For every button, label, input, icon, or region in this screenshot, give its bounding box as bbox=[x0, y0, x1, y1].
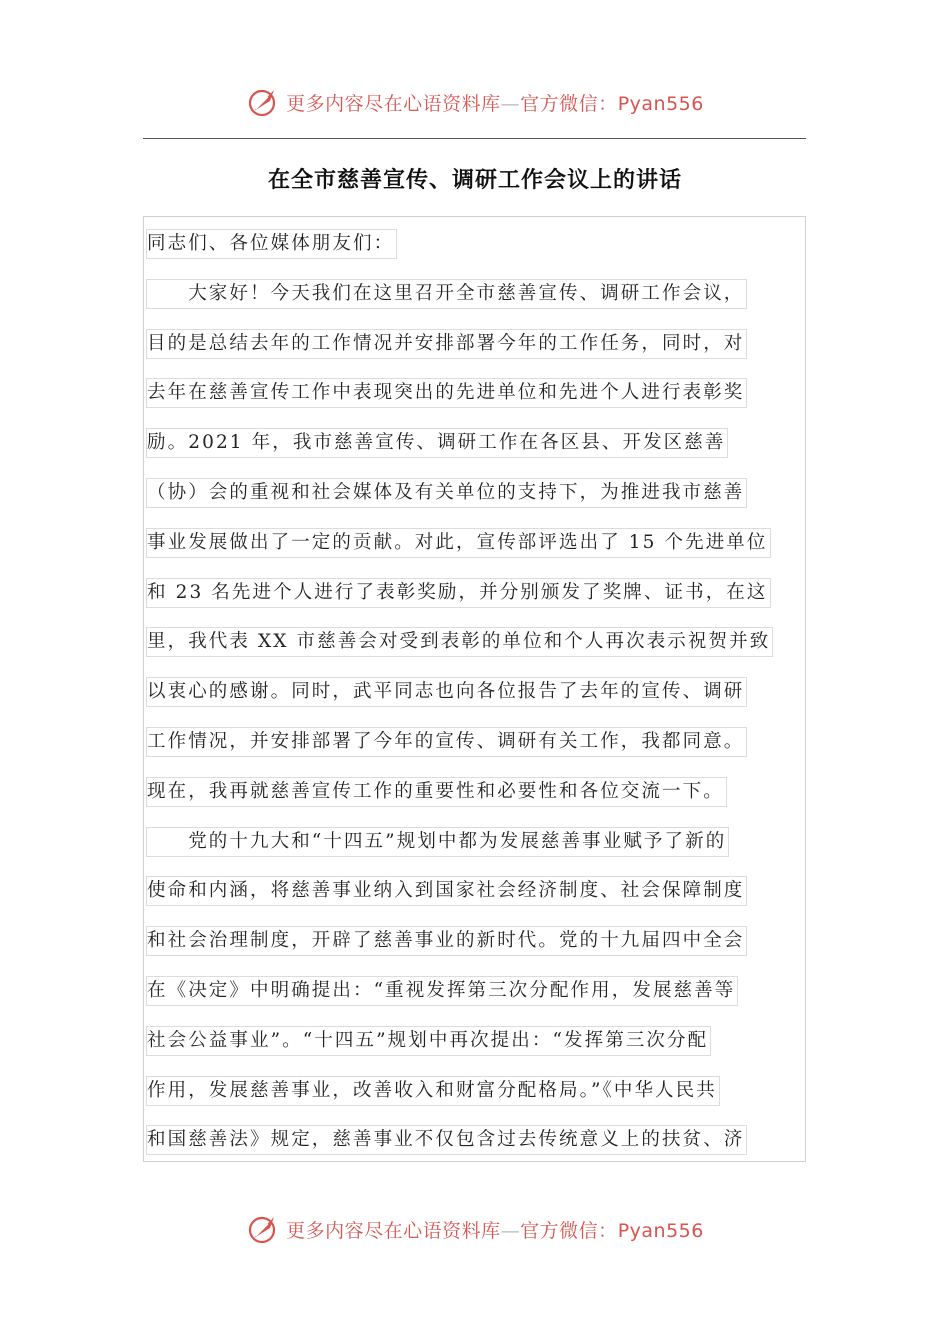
text-line bbox=[147, 326, 807, 376]
banner-text bbox=[286, 1216, 704, 1243]
banner-separator: — bbox=[500, 92, 521, 115]
text-line bbox=[147, 375, 807, 425]
text-line bbox=[147, 674, 807, 724]
header-banner bbox=[0, 82, 950, 122]
text-line bbox=[147, 1122, 807, 1172]
text-line bbox=[147, 475, 807, 525]
text-line-content: 励。2021 年，我市慈善宣传、调研工作在各区县、开发区慈善 bbox=[147, 429, 727, 457]
banner-text bbox=[286, 89, 704, 116]
quill-logo-icon bbox=[246, 1212, 280, 1246]
text-line-content: 和国慈善法》规定，慈善事业不仅包含过去传统意义上的扶贫、济 bbox=[147, 1126, 746, 1154]
text-line bbox=[147, 425, 807, 475]
text-line bbox=[147, 774, 807, 824]
text-line bbox=[147, 724, 807, 774]
banner-wechat-id: Pyan556 bbox=[617, 92, 704, 115]
header-divider bbox=[143, 138, 806, 139]
text-line bbox=[147, 824, 807, 874]
quill-logo-icon bbox=[246, 85, 280, 119]
text-line-content: 在《决定》中明确提出：“重视发挥第三次分配作用，发展慈善等 bbox=[147, 977, 737, 1005]
text-line-content: 和 23 名先进个人进行了表彰奖励，并分别颁发了奖牌、证书，在这 bbox=[147, 579, 770, 607]
text-line bbox=[147, 525, 807, 575]
text-line-content: 同志们、各位媒体朋友们： bbox=[147, 230, 396, 258]
text-line-content: 目的是总结去年的工作情况并安排部署今年的工作任务，同时，对 bbox=[147, 330, 746, 358]
text-line-content: 现在，我再就慈善宣传工作的重要性和必要性和各位交流一下。 bbox=[147, 778, 726, 806]
text-line bbox=[147, 973, 807, 1023]
banner-slogan: 更多内容尽在心语资料库 bbox=[286, 92, 501, 115]
text-line bbox=[147, 575, 807, 625]
text-line bbox=[147, 276, 807, 326]
text-line bbox=[147, 1073, 807, 1123]
document-title: 在全市慈善宣传、调研工作会议上的讲话 bbox=[267, 168, 682, 193]
text-line-content: 党的十九大和“十四五”规划中都为发展慈善事业赋予了新的 bbox=[147, 828, 728, 856]
text-line-content: 社会公益事业”。“十四五”规划中再次提出：“发挥第三次分配 bbox=[147, 1027, 710, 1055]
text-line-content: 去年在慈善宣传工作中表现突出的先进单位和先进个人进行表彰奖 bbox=[147, 379, 746, 407]
text-line bbox=[147, 1023, 807, 1073]
document-body bbox=[147, 226, 807, 1172]
text-line-content: 使命和内涵，将慈善事业纳入到国家社会经济制度、社会保障制度 bbox=[147, 877, 746, 905]
text-line-content: （协）会的重视和社会媒体及有关单位的支持下，为推进我市慈善 bbox=[147, 479, 746, 507]
banner-separator: — bbox=[500, 1219, 521, 1242]
text-line bbox=[147, 923, 807, 973]
banner-slogan: 更多内容尽在心语资料库 bbox=[286, 1219, 501, 1242]
text-line bbox=[147, 226, 807, 276]
text-line bbox=[147, 873, 807, 923]
banner-wechat-id: Pyan556 bbox=[617, 1219, 704, 1242]
text-line-content: 工作情况，并安排部署了今年的宣传、调研有关工作，我都同意。 bbox=[147, 728, 746, 756]
text-line-content: 以衷心的感谢。同时，武平同志也向各位报告了去年的宣传、调研 bbox=[147, 678, 746, 706]
text-line-content: 作用，发展慈善事业，改善收入和财富分配格局。”《中华人民共 bbox=[147, 1077, 719, 1105]
text-line-content: 大家好！今天我们在这里召开全市慈善宣传、调研工作会议， bbox=[147, 280, 746, 308]
text-line-content: 和社会治理制度，开辟了慈善事业的新时代。党的十九届四中全会 bbox=[147, 927, 746, 955]
banner-wechat-label: 官方微信： bbox=[520, 1219, 618, 1242]
text-line bbox=[147, 624, 807, 674]
text-line-content: 事业发展做出了一定的贡献。对此，宣传部评选出了 15 个先进单位 bbox=[147, 529, 770, 557]
footer-banner bbox=[0, 1209, 950, 1249]
banner-wechat-label: 官方微信： bbox=[520, 92, 618, 115]
text-line-content: 里，我代表 XX 市慈善会对受到表彰的单位和个人再次表示祝贺并致 bbox=[147, 628, 772, 656]
